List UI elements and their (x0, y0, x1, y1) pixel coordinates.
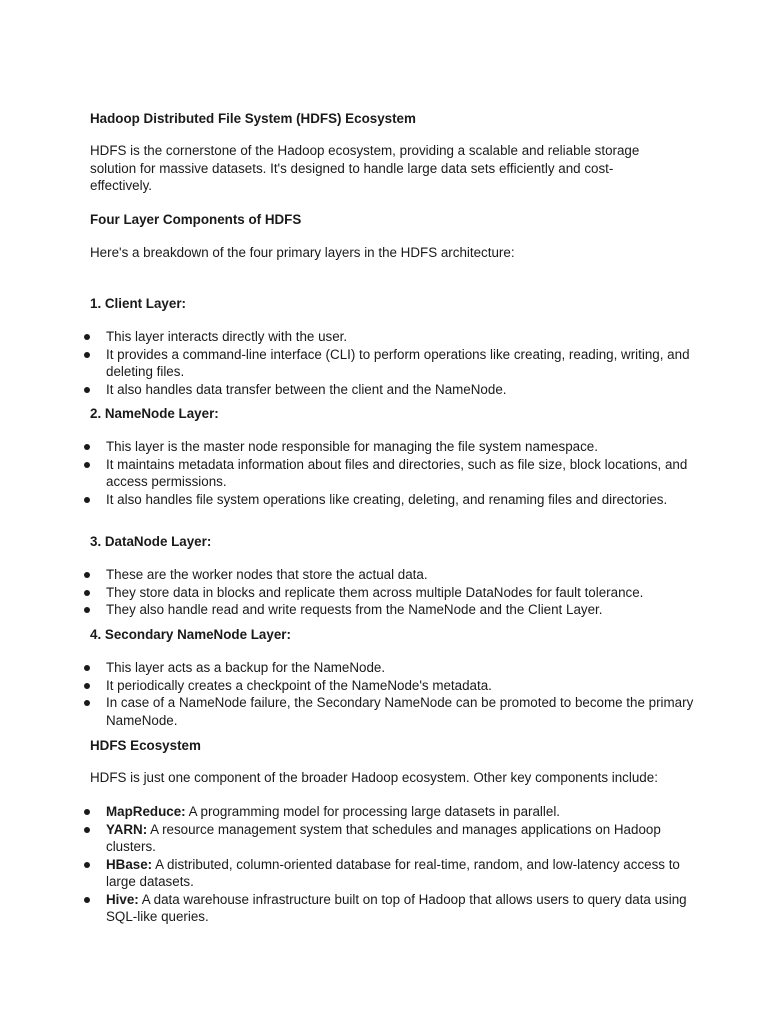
list-item: These are the worker nodes that store the actual data. (0, 566, 700, 584)
bullet-icon (84, 497, 90, 503)
bullet-icon (84, 572, 90, 578)
list-item: It also handles data transfer between the client and the NameNode. (0, 381, 700, 399)
list-item: YARN: A resource management system that schedules and manages applications on Hadoop clusters. (0, 821, 700, 856)
bullet-icon (84, 665, 90, 671)
document-title: Hadoop Distributed File System (HDFS) Ecosystem (90, 111, 416, 126)
list-item: They also handle read and write requests from the NameNode and the Client Layer. (0, 601, 700, 619)
bullet-icon (84, 683, 90, 689)
bullet-icon (84, 590, 90, 596)
list-item: Hive: A data warehouse infrastructure built on top of Hadoop that allows users to query data using SQL-like queries. (0, 891, 700, 926)
list-item: This layer acts as a backup for the NameNode. (0, 659, 700, 677)
ecosystem-heading: HDFS Ecosystem (90, 738, 201, 753)
list-item: This layer interacts directly with the user. (0, 328, 700, 346)
layer-heading-namenode: 2. NameNode Layer: (90, 406, 219, 421)
list-item: HBase: A distributed, column-oriented database for real-time, random, and low-latency access to large datasets. (0, 856, 700, 891)
list-item: It periodically creates a checkpoint of the NameNode's metadata. (0, 677, 700, 695)
list-item: In case of a NameNode failure, the Secondary NameNode can be promoted to become the primary NameNode. (0, 694, 700, 729)
bullet-icon (84, 862, 90, 868)
bullet-icon (84, 827, 90, 833)
intro-paragraph: HDFS is the cornerstone of the Hadoop ecosystem, providing a scalable and reliable storage solution for massive datasets. It's designed to handle large data sets efficiently and cost-effectively. (90, 143, 640, 193)
components-intro: Here's a breakdown of the four primary layers in the HDFS architecture: (90, 245, 515, 260)
bullet-icon (84, 897, 90, 903)
bullet-icon (84, 444, 90, 450)
bullet-icon (84, 809, 90, 815)
list-item: This layer is the master node responsible for managing the file system namespace. (0, 438, 700, 456)
bullet-icon (84, 607, 90, 613)
namenode-layer-list (0, 438, 700, 508)
bullet-icon (84, 334, 90, 340)
list-item: It provides a command-line interface (CLI) to perform operations like creating, reading, writing, and deleting files. (0, 346, 700, 381)
ecosystem-intro: HDFS is just one component of the broader Hadoop ecosystem. Other key components include: (90, 770, 658, 785)
components-heading: Four Layer Components of HDFS (90, 212, 302, 227)
list-item: MapReduce: A programming model for processing large datasets in parallel. (0, 803, 700, 821)
term-label: HBase: (106, 856, 153, 872)
term-label: YARN: (106, 821, 148, 837)
list-item: It maintains metadata information about files and directories, such as file size, block locations, and access permissions. (0, 456, 700, 491)
layer-heading-client: 1. Client Layer: (90, 296, 186, 311)
bullet-icon (84, 352, 90, 358)
list-item: They store data in blocks and replicate them across multiple DataNodes for fault tolerance. (0, 584, 700, 602)
bullet-icon (84, 462, 90, 468)
datanode-layer-list (0, 566, 700, 619)
secondary-namenode-layer-list (0, 659, 700, 729)
term-label: Hive: (106, 891, 139, 907)
client-layer-list (0, 328, 700, 398)
bullet-icon (84, 387, 90, 393)
list-item: It also handles file system operations like creating, deleting, and renaming files and directories. (0, 491, 700, 509)
ecosystem-list (0, 803, 700, 926)
layer-heading-datanode: 3. DataNode Layer: (90, 534, 212, 549)
bullet-icon (84, 700, 90, 706)
term-label: MapReduce: (106, 804, 186, 819)
layer-heading-secondary-namenode: 4. Secondary NameNode Layer: (90, 627, 291, 642)
